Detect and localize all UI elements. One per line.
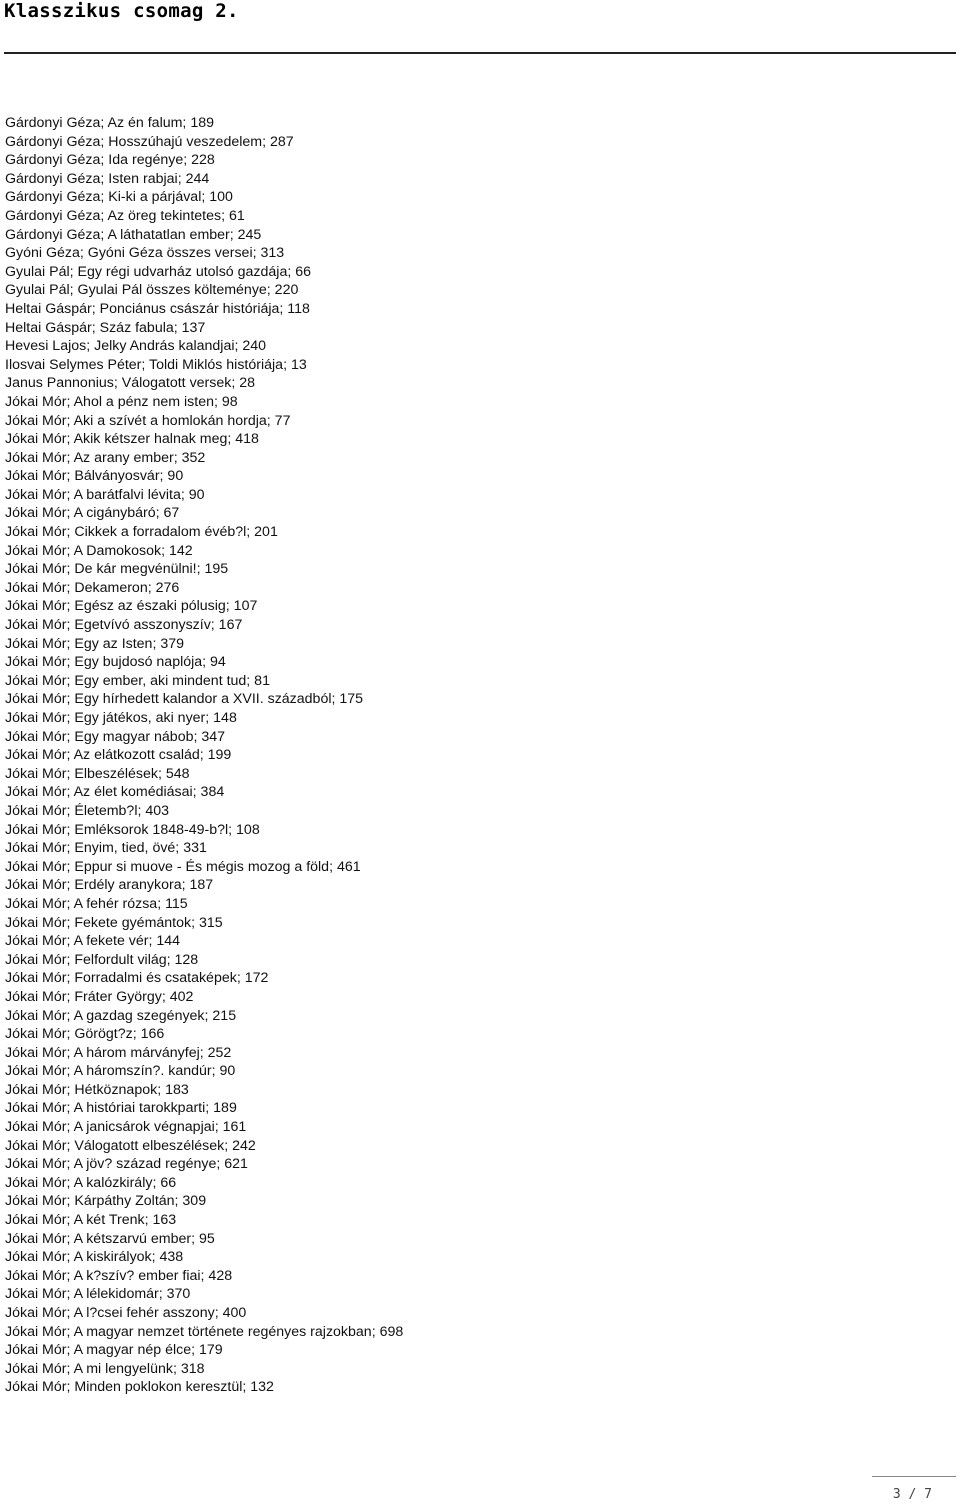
page-title: Klasszikus csomag 2. <box>4 0 239 22</box>
list-item: Jókai Mór; A kiskirályok; 438 <box>5 1249 184 1266</box>
list-item: Jókai Mór; Eppur si muove - És mégis mozog a föld; 461 <box>5 858 361 875</box>
list-item: Jókai Mór; A históriai tarokkparti; 189 <box>5 1100 237 1117</box>
list-item: Jókai Mór; Az elátkozott család; 199 <box>5 747 232 764</box>
page-footer <box>4 1476 956 1504</box>
list-item: Jókai Mór; A jöv? század regénye; 621 <box>5 1156 248 1173</box>
list-item: Jókai Mór; A l?csei fehér asszony; 400 <box>5 1305 247 1321</box>
list-item: Jókai Mór; Egy bujdosó naplója; 94 <box>5 654 226 671</box>
list-item: Gárdonyi Géza; Az öreg tekintetes; 61 <box>5 207 245 224</box>
list-item: Hevesi Lajos; Jelky András kalandjai; 240 <box>5 338 267 355</box>
page-header <box>4 0 956 54</box>
list-item: Heltai Gáspár; Ponciánus császár históriája; 118 <box>5 300 310 317</box>
list-item: Jókai Mór; Kárpáthy Zoltán; 309 <box>5 1193 207 1210</box>
list-item: Jókai Mór; A kétszarvú ember; 95 <box>5 1230 215 1247</box>
list-item: Jókai Mór; A janicsárok végnapjai; 161 <box>5 1119 247 1136</box>
list-item: Jókai Mór; Forradalmi és csataképek; 172 <box>5 970 269 987</box>
list-item: Jókai Mór; A cigánybáró; 67 <box>5 505 180 522</box>
list-item: Jókai Mór; Válogatott elbeszélések; 242 <box>5 1137 256 1154</box>
list-item: Jókai Mór; Az arany ember; 352 <box>5 449 206 466</box>
list-item: Jókai Mór; A fekete vér; 144 <box>5 933 181 950</box>
list-item: Jókai Mór; Egy ember, aki mindent tud; 81 <box>5 672 270 689</box>
list-item: Gárdonyi Géza; Hosszúhajú veszedelem; 287 <box>5 133 294 150</box>
list-item: Jókai Mór; Az élet komédiásai; 384 <box>5 784 225 801</box>
list-item: Jókai Mór; Egész az északi pólusig; 107 <box>5 598 258 615</box>
list-item: Jókai Mór; Minden poklokon keresztül; 132 <box>5 1379 274 1396</box>
list-item: Jókai Mór; A lélekidomár; 370 <box>5 1286 191 1303</box>
list-item: Gárdonyi Géza; Ki-ki a párjával; 100 <box>5 189 233 206</box>
list-item: Jókai Mór; A barátfalvi lévita; 90 <box>5 486 205 503</box>
list-item: Jókai Mór; A két Trenk; 163 <box>5 1212 177 1229</box>
entry-list <box>5 114 403 1397</box>
list-item: Jókai Mór; A háromszín?. kandúr; 90 <box>5 1063 236 1080</box>
list-item: Jókai Mór; Fekete gyémántok; 315 <box>5 914 223 931</box>
list-item: Jókai Mór; De kár megvénülni!; 195 <box>5 561 229 578</box>
list-item: Jókai Mór; Cikkek a forradalom évéb?l; 201 <box>5 524 278 541</box>
list-item: Jókai Mór; A kalózkirály; 66 <box>5 1174 177 1191</box>
list-item: Jókai Mór; Egy játékos, aki nyer; 148 <box>5 710 237 726</box>
list-item: Jókai Mór; A k?szív? ember fiai; 428 <box>5 1267 233 1284</box>
list-item: Jókai Mór; Aki a szívét a homlokán hordja; 77 <box>5 412 291 429</box>
list-item: Jókai Mór; Enyim, tied, övé; 331 <box>5 840 207 857</box>
list-item: Jókai Mór; Felfordult világ; 128 <box>5 951 199 968</box>
list-item: Jókai Mór; Erdély aranykora; 187 <box>5 877 214 894</box>
list-item: Jókai Mór; Bálványosvár; 90 <box>5 468 184 485</box>
list-item: Janus Pannonius; Válogatott versek; 28 <box>5 375 256 392</box>
list-item: Heltai Gáspár; Száz fabula; 137 <box>5 319 206 336</box>
list-item: Jókai Mór; Fráter György; 402 <box>5 988 194 1005</box>
list-item: Jókai Mór; Emléksorok 1848-49-b?l; 108 <box>5 821 260 838</box>
list-item: Gyóni Géza; Gyóni Géza összes versei; 313 <box>5 245 285 262</box>
list-item: Jókai Mór; Ahol a pénz nem isten; 98 <box>5 393 238 410</box>
list-item: Jókai Mór; A gazdag szegények; 215 <box>5 1007 237 1024</box>
list-item: Jókai Mór; Életemb?l; 403 <box>5 802 170 819</box>
list-item: Jókai Mór; A három márványfej; 252 <box>5 1044 232 1061</box>
list-item: Jókai Mór; Görögt?z; 166 <box>5 1026 165 1043</box>
list-item: Jókai Mór; Egetvívó asszonyszív; 167 <box>5 617 243 634</box>
list-item: Gárdonyi Géza; A láthatatlan ember; 245 <box>5 226 262 243</box>
list-item: Gyulai Pál; Egy régi udvarház utolsó gazdája; 66 <box>5 263 312 280</box>
list-item: Jókai Mór; A magyar nemzet története regényes rajzokban; 698 <box>5 1323 404 1340</box>
list-item: Jókai Mór; A mi lengyelünk; 318 <box>5 1360 205 1377</box>
list-item: Jókai Mór; A fehér rózsa; 115 <box>5 895 188 912</box>
page-number: 3 / 7 <box>892 1487 932 1502</box>
list-item: Jókai Mór; Egy az Isten; 379 <box>5 635 185 652</box>
footer-divider <box>872 1476 956 1477</box>
list-item: Jókai Mór; Akik kétszer halnak meg; 418 <box>5 431 259 448</box>
list-item: Gárdonyi Géza; Isten rabjai; 244 <box>5 170 210 187</box>
list-item: Jókai Mór; Elbeszélések; 548 <box>5 765 190 782</box>
list-item: Ilosvai Selymes Péter; Toldi Miklós históriája; 13 <box>5 356 307 373</box>
list-item: Jókai Mór; A Damokosok; 142 <box>5 542 193 559</box>
list-item: Gárdonyi Géza; Ida regénye; 228 <box>5 152 215 169</box>
list-item: Jókai Mór; Hétköznapok; 183 <box>5 1081 189 1098</box>
list-item: Gárdonyi Géza; Az én falum; 189 <box>5 115 214 131</box>
list-item: Gyulai Pál; Gyulai Pál összes költeménye; 220 <box>5 282 299 299</box>
list-item: Jókai Mór; Egy hírhedett kalandor a XVII. századból; 175 <box>5 691 364 708</box>
list-item: Jókai Mór; Dekameron; 276 <box>5 579 180 596</box>
list-item: Jókai Mór; Egy magyar nábob; 347 <box>5 728 226 745</box>
list-item: Jókai Mór; A magyar nép élce; 179 <box>5 1342 223 1359</box>
